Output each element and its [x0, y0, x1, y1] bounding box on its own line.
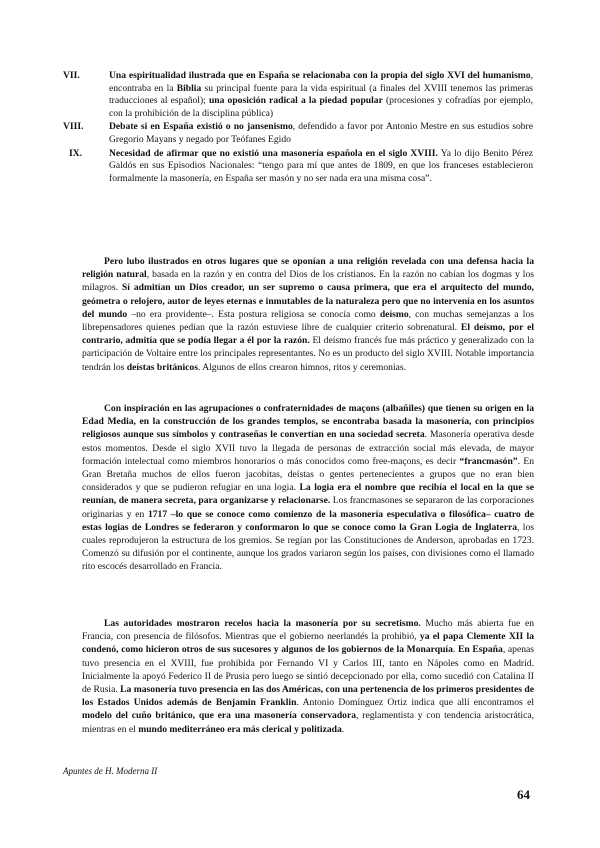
bold-run: Pero lubo ilustrados en otros lugares que se oponían a una religión revelada con una defensa hacia la religión natural: [82, 256, 534, 281]
text-run: . Masonería operativa desde estos momentos. Desde el siglo XVII tuvo la llegada de personas de extracción social más elevada, de mayor formación intelectual como miembros honorarios o más conocidos como free-maçons, es decir: [82, 429, 534, 467]
numbered-list: [63, 70, 533, 186]
text-run: (procesiones y cofradías por ejemplo, con la prohibición de la disciplina pública): [109, 95, 533, 119]
bold-run: “francmasón”: [459, 455, 518, 467]
bold-run: Las autoridades mostraron recelos hacia la masonería por su secretismo.: [104, 618, 421, 629]
bold-run: La masonería tuvo presencia en las dos Américas, con una pertenencia de los primeros presidentes de los Estados Unidos además de Benjamin Franklin: [82, 684, 534, 709]
text-run: , apenas tuvo presencia en el XVIII, fue prohibida por Fernando VI y Carlos III, tanto en Nápoles como en Madrid. Inicialmente la apoyó Federico II de Prusia pero luego se sintió decepcionado por ella, como sucedió con Catalina II de Rusia.: [82, 644, 535, 696]
list-item-number: VII.: [63, 70, 80, 81]
text-run: –no era providente–. Esta postura religiosa se conocía como: [127, 308, 380, 320]
paragraph-masonry-authorities: [82, 617, 534, 736]
bold-run: Con inspiración en las agrupaciones o confraternidades de maçons (albañiles) que tienen su origen en la Edad Media, en la construcción de los grandes templos, se encontraba basada la masonería, con principios religiosos aunque sus símbolos y contraseñas le convertían en una sociedad secreta: [82, 403, 534, 441]
text-run: . Algunos de ellos crearon himnos, ritos y ceremonias.: [197, 361, 407, 373]
text-run: , defendido a favor por Antonio Mestre en sus estudios sobre Gregorio Mayans y negado por Teófanes Egido: [109, 121, 533, 145]
bold-run: deísmo: [379, 308, 409, 320]
bold-run: 1717 –lo que se conoce como comienzo de la masonería especulativa o filosófica– cuatro de estas logias de Londres se federaron y conformaron lo que se conoce como la Gran Logia de Inglaterra: [82, 508, 535, 533]
text-run: , encontraba en la: [109, 70, 533, 94]
bold-run: El deísmo, por el contrario, admitía que se podía llegar a él por la razón.: [82, 322, 534, 347]
text-run: El deísmo francés fue más práctico y generalizado con la participación de Voltaire entre los principales representantes. No es un producto del siglo XVIII. Notable importancia tendrán los: [82, 335, 534, 373]
text-run: Ya lo dijo Benito Pérez Galdós en sus Episodios Nacionales: “tengo para mí que antes de 1809, en que los franceses establecieron formalmente la masonería, en España ser masón y no ser nada era una misma cosa”.: [109, 147, 533, 184]
bold-run: ya el papa Clemente XII la condenó, como hicieron otros de sus sucesores y algunos de los gobiernos de la Monarquía: [82, 631, 534, 656]
list-item: [63, 148, 533, 186]
page-number: 64: [517, 787, 530, 802]
bold-run: La logia era el nombre que recibía el local en la que se reunían, de manera secreta, para organizarse y relacionarse.: [82, 482, 534, 507]
list-item-number: IX.: [69, 147, 83, 159]
paragraph-masonry-origins: [82, 402, 534, 574]
text-run: , con muchas semejanzas a los librepensadores quienes pedían que la razón estuviese libre de cualquier criterio sobrenatural.: [82, 308, 535, 334]
paragraph-deism: [82, 255, 534, 374]
text-run: Mucho más abierta fue en Francia, con presencia de filósofos. Mientras que el gobierno neerlandés la prohibió,: [82, 618, 534, 643]
text-run: .: [452, 644, 458, 656]
list-item: [63, 70, 533, 120]
bold-run: Sí admitían un Dios creador, un ser supremo o causa primera, que era el arquitecto del mundo, geómetra o relojero, autor de leyes eternas e inmutables de la naturaleza pero que no intervenía en los asuntos del mundo: [82, 282, 535, 320]
bold-run: modelo del cuño británico, que era una masonería conservadora: [82, 710, 357, 722]
bold-run: En España: [457, 644, 503, 656]
bold-run: Necesidad de afirmar que no existió una masonería española en el siglo XVIII.: [109, 147, 438, 159]
text-run: , los cuales reprodujeron la estructura de los gremios. Se regían por las Constituciones de Anderson, aprobadas en 1723. Comenzó su difusión por el continente, aunque los grados variaron según los países, con divisiones como el llamado rito escocés desarrollado en Francia.: [82, 521, 534, 573]
bold-run: deístas británicos: [126, 361, 198, 373]
text-run: , basada en la razón y en contra del Dios de los cristianos. En la razón no cabían los dogmas y los milagros.: [82, 269, 534, 294]
bold-run: una oposición radical a la piedad popular: [208, 95, 383, 107]
bold-run: Debate si en España existió o no jansenismo: [109, 121, 293, 133]
text-run: , reglamentista y con tendencia aristocrática, mientras en el: [82, 710, 534, 735]
list-item-text: [109, 148, 533, 186]
text-run: . En Gran Bretaña muchos de ellos fueron jacobitas, deístas o gentes pertenecientes a grupos que no eran bien considerados y que se pudieron refugiar en una logia.: [82, 455, 534, 494]
footer-course-title: Apuntes de H. Moderna II: [63, 766, 158, 776]
text-run: .: [341, 723, 345, 735]
list-item-text: [109, 70, 533, 120]
text-run: su principal fuente para la vida espiritual (a finales del XVIII tenemos las primeras traducciones al español);: [109, 82, 533, 107]
list-item-number: VIII.: [63, 121, 84, 133]
bold-run: Una espiritualidad ilustrada que en España se relacionaba con la propia del siglo XVI del humanismo: [109, 70, 531, 81]
bold-run: mundo mediterráneo era más clerical y politizada: [138, 723, 342, 735]
list-item: [63, 121, 533, 146]
text-run: . Antonio Domínguez Ortiz indica que allí encontramos el: [296, 697, 534, 709]
list-item-text: [109, 121, 533, 146]
bold-run: Biblia: [176, 82, 202, 94]
text-run: Los francmasones se separaron de las corporaciones originarias y en: [82, 495, 534, 520]
